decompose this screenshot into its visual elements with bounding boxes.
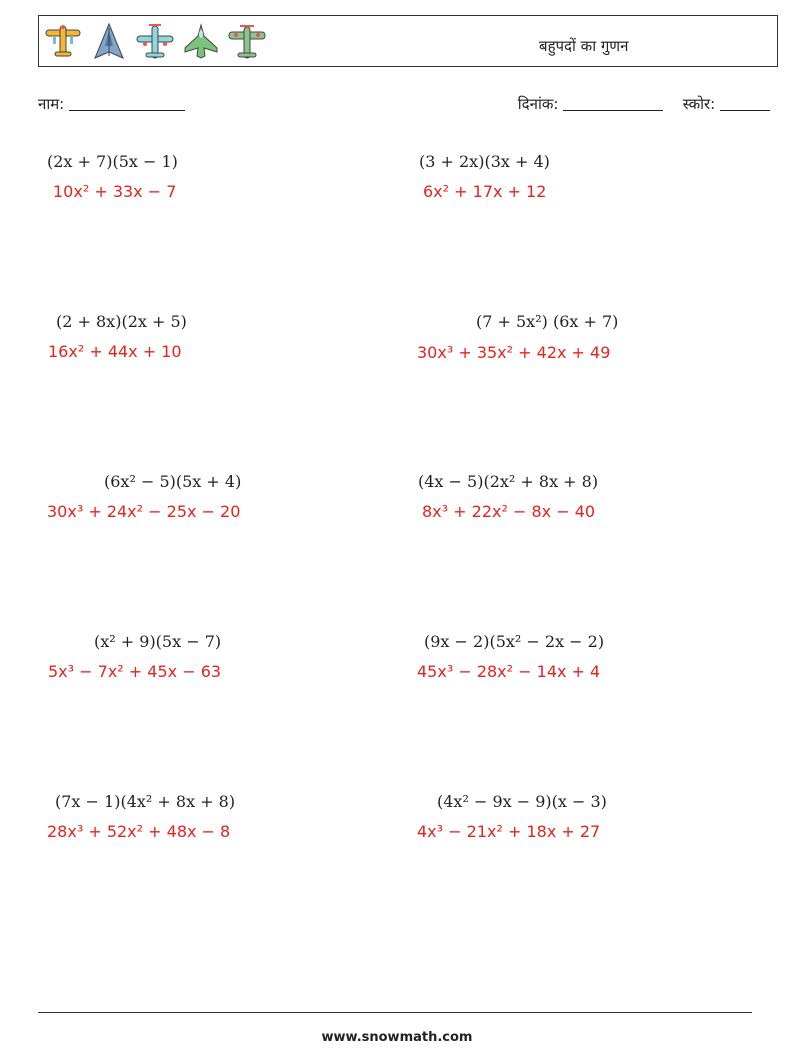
- problem-answer: 10x² + 33x − 7: [53, 182, 177, 201]
- page-title: बहुपदों का गुणन: [539, 37, 629, 55]
- green-fighter-jet-icon: [181, 22, 221, 62]
- problem-answer: 4x³ − 21x² + 18x + 27: [417, 822, 601, 841]
- problem-question: (3 + 2x)(3x + 4): [419, 152, 550, 171]
- airplane-icons: [43, 22, 267, 62]
- problem-answer: 8x³ + 22x² − 8x − 40: [422, 502, 596, 521]
- green-propeller-plane-icon: [227, 22, 267, 62]
- problem-question: (4x − 5)(2x² + 8x + 8): [418, 472, 599, 491]
- worksheet-header: [38, 15, 778, 67]
- teal-plane-icon: [135, 22, 175, 62]
- footer-website[interactable]: www.snowmath.com: [321, 1030, 473, 1045]
- name-label: नाम:: [38, 95, 65, 113]
- problem-answer: 30x³ + 35x² + 42x + 49: [417, 343, 611, 362]
- problem-question: (7x − 1)(4x² + 8x + 8): [55, 792, 236, 811]
- yellow-biplane-icon: [43, 22, 83, 62]
- blue-jet-icon: [89, 22, 129, 62]
- problem-question: (x² + 9)(5x − 7): [94, 632, 222, 651]
- footer-divider: [38, 1012, 752, 1013]
- problem-answer: 16x² + 44x + 10: [48, 342, 182, 361]
- problem-question: (2x + 7)(5x − 1): [47, 152, 178, 171]
- problem-question: (9x − 2)(5x² − 2x − 2): [424, 632, 605, 651]
- name-blank[interactable]: [69, 110, 185, 111]
- date-label: दिनांक:: [517, 95, 559, 113]
- problem-answer: 28x³ + 52x² + 48x − 8: [47, 822, 231, 841]
- problem-answer: 6x² + 17x + 12: [423, 182, 547, 201]
- score-label: स्कोर:: [682, 95, 716, 113]
- problem-question: (4x² − 9x − 9)(x − 3): [437, 792, 607, 811]
- problem-answer: 5x³ − 7x² + 45x − 63: [48, 662, 222, 681]
- problem-question: (6x² − 5)(5x + 4): [104, 472, 242, 491]
- name-field: [38, 94, 185, 114]
- problem-answer: 30x³ + 24x² − 25x − 20: [47, 502, 241, 521]
- problem-question: (2 + 8x)(2x + 5): [56, 312, 187, 331]
- problem-answer: 45x³ − 28x² − 14x + 4: [417, 662, 601, 681]
- score-blank[interactable]: [720, 110, 770, 111]
- date-blank[interactable]: [563, 110, 663, 111]
- date-score-field: [518, 94, 770, 114]
- problem-question: (7 + 5x²) (6x + 7): [476, 312, 619, 331]
